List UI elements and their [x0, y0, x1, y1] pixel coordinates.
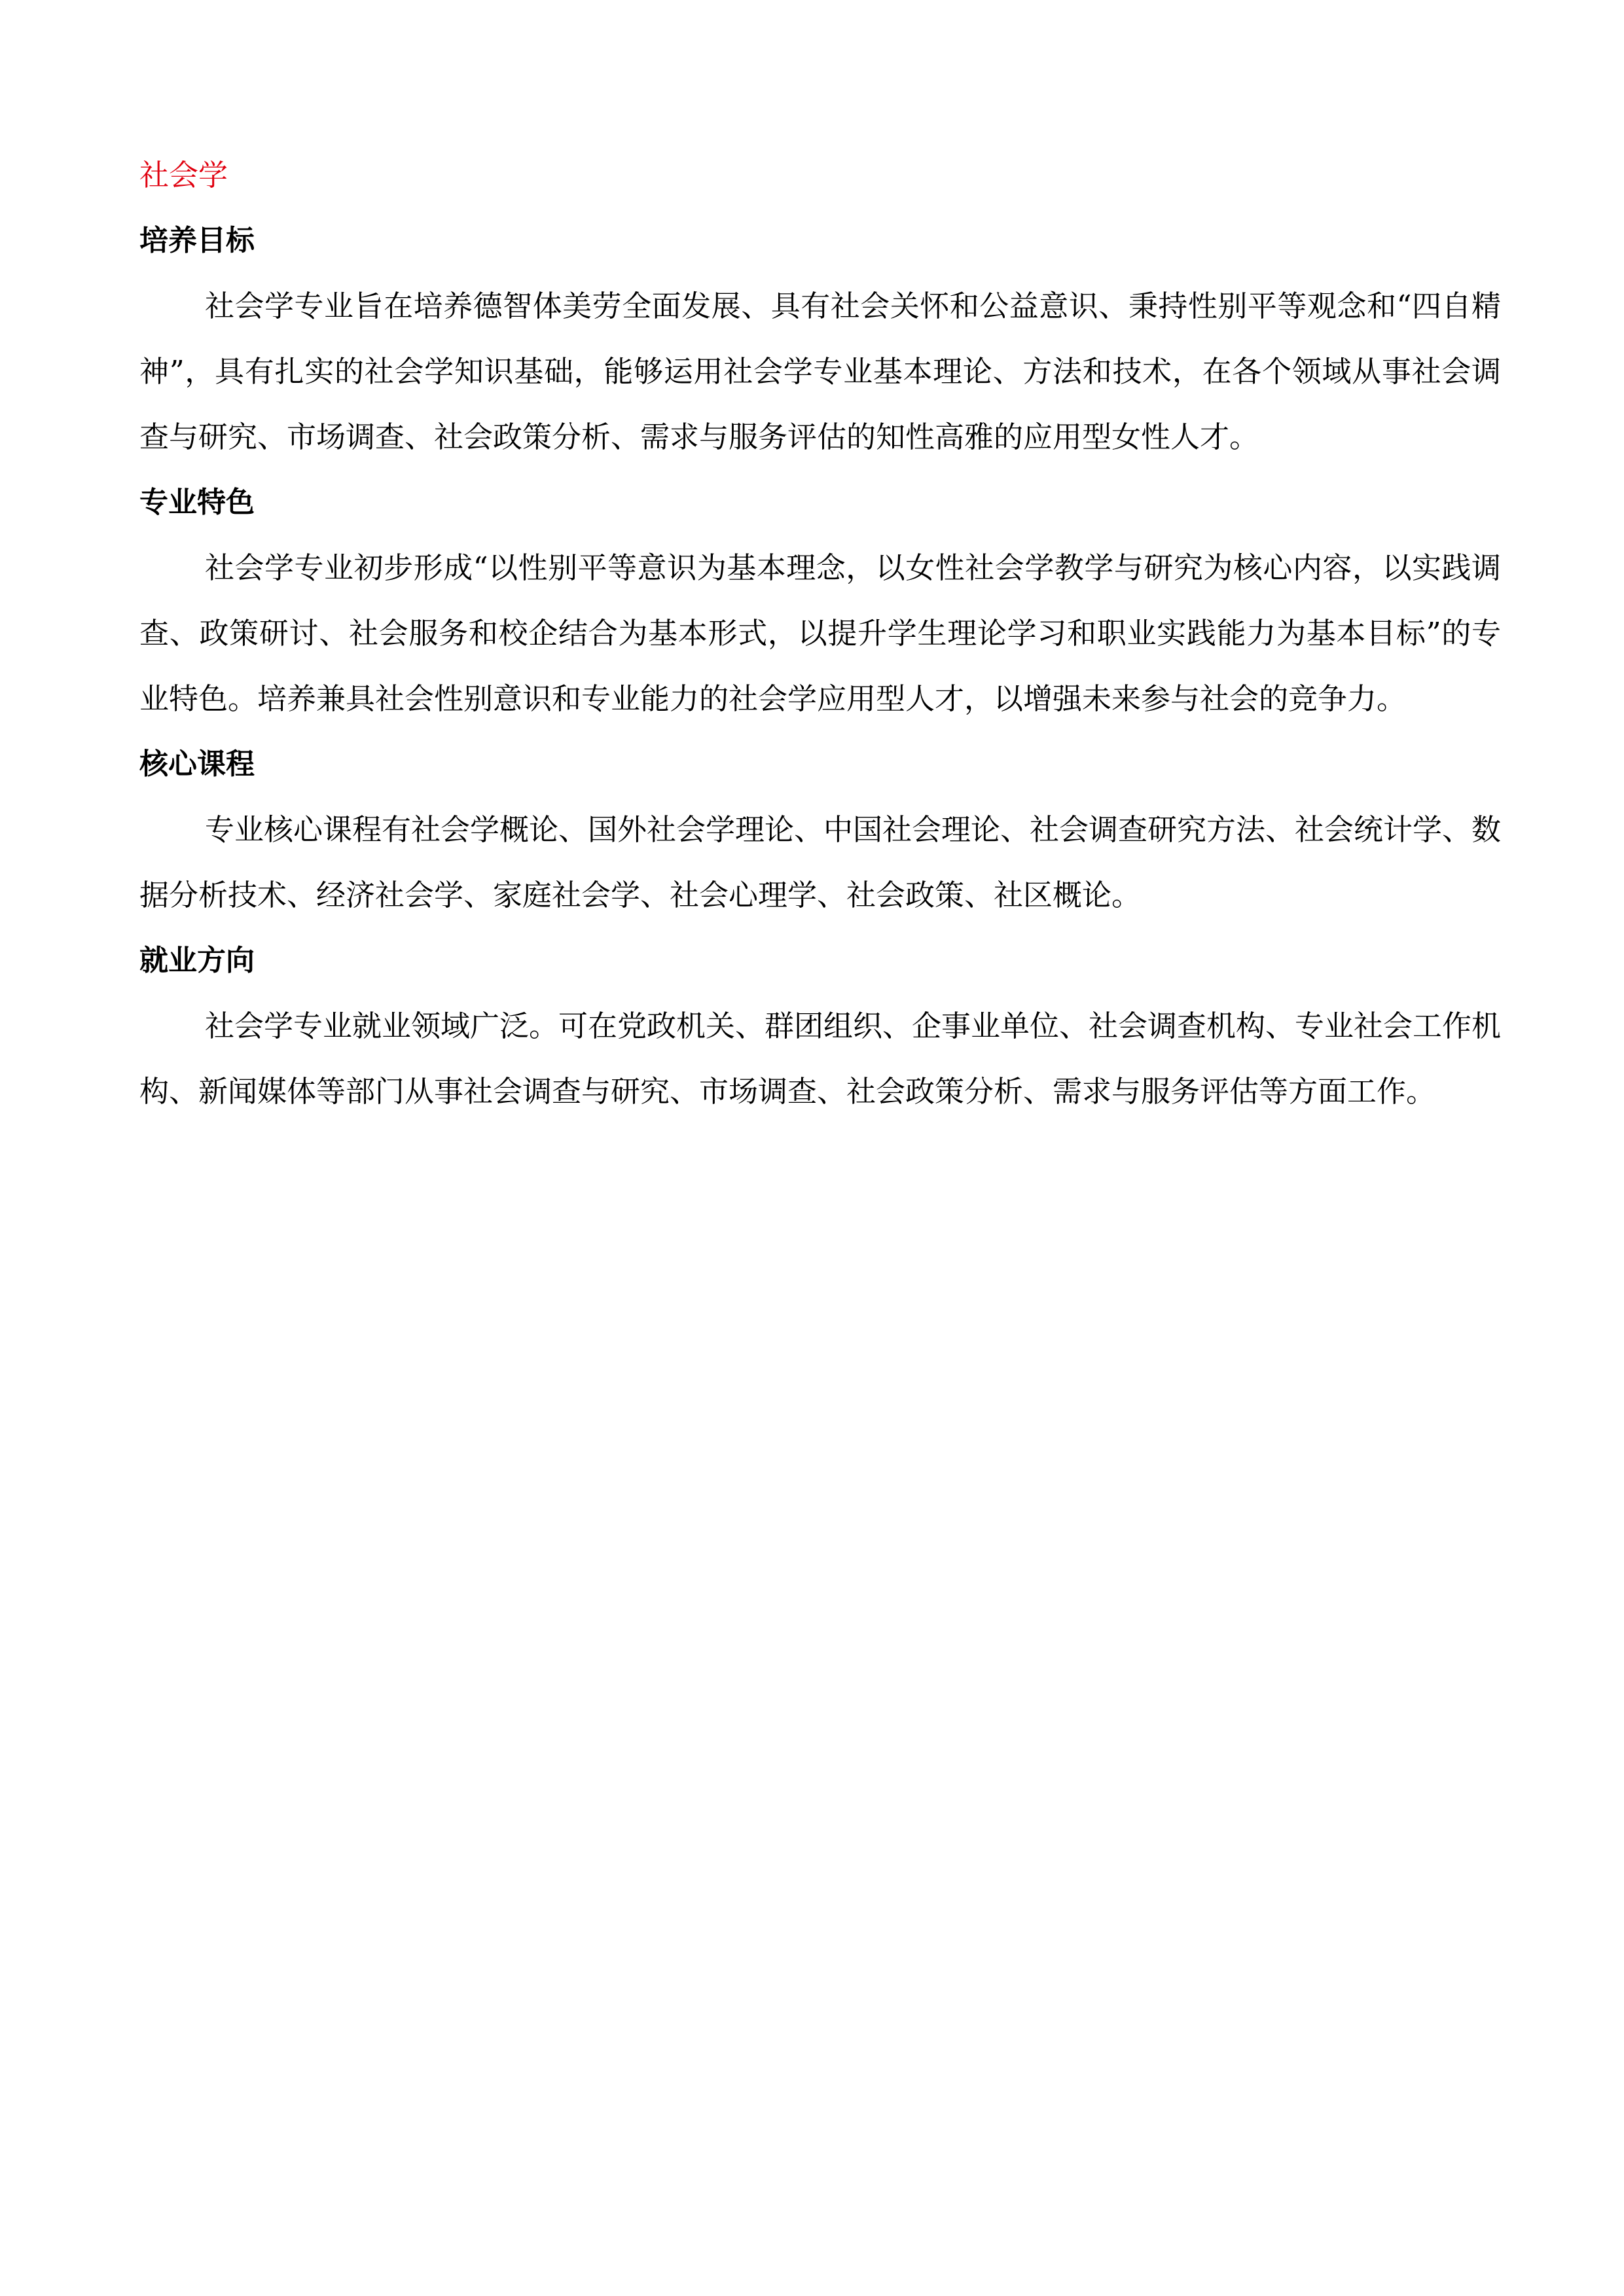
section-heading-training-goals: 培养目标 [139, 224, 255, 257]
section-body-core-courses: 专业核心课程有社会学概论、国外社会学理论、中国社会理论、社会调查研究方法、社会统计学、数据分析技术、经济社会学、家庭社会学、社会心理学、社会政策、社区概论。 [139, 812, 1502, 912]
section-heading-career-directions: 就业方向 [139, 944, 255, 977]
section-heading-core-courses: 核心课程 [139, 747, 255, 781]
document-content [139, 143, 1501, 1124]
section-heading-program-features: 专业特色 [139, 486, 255, 519]
section-body-program-features: 社会学专业初步形成“以性别平等意识为基本理念，以女性社会学教学与研究为核心内容，以实践调查、政策研讨、社会服务和校企结合为基本形式，以提升学生理论学习和职业实践能力为基本目标”的专业特色。培养兼具社会性别意识和专业能力的社会学应用型人才，以增强未来参与社会的竞争力。 [139, 550, 1501, 716]
document-title: 社会学 [139, 158, 228, 192]
section-body-career-directions: 社会学专业就业领域广泛。可在党政机关、群团组织、企事业单位、社会调查机构、专业社会工作机构、新闻媒体等部门从事社会调查与研究、市场调查、社会政策分析、需求与服务评估等方面工作。 [139, 1009, 1502, 1109]
section-body-training-goals: 社会学专业旨在培养德智体美劳全面发展、具有社会关怀和公益意识、秉持性别平等观念和“四自精神”，具有扎实的社会学知识基础，能够运用社会学专业基本理论、方法和技术，在各个领域从事社会调查与研究、市场调查、社会政策分析、需求与服务评估的知性高雅的应用型女性人才。 [139, 289, 1501, 454]
